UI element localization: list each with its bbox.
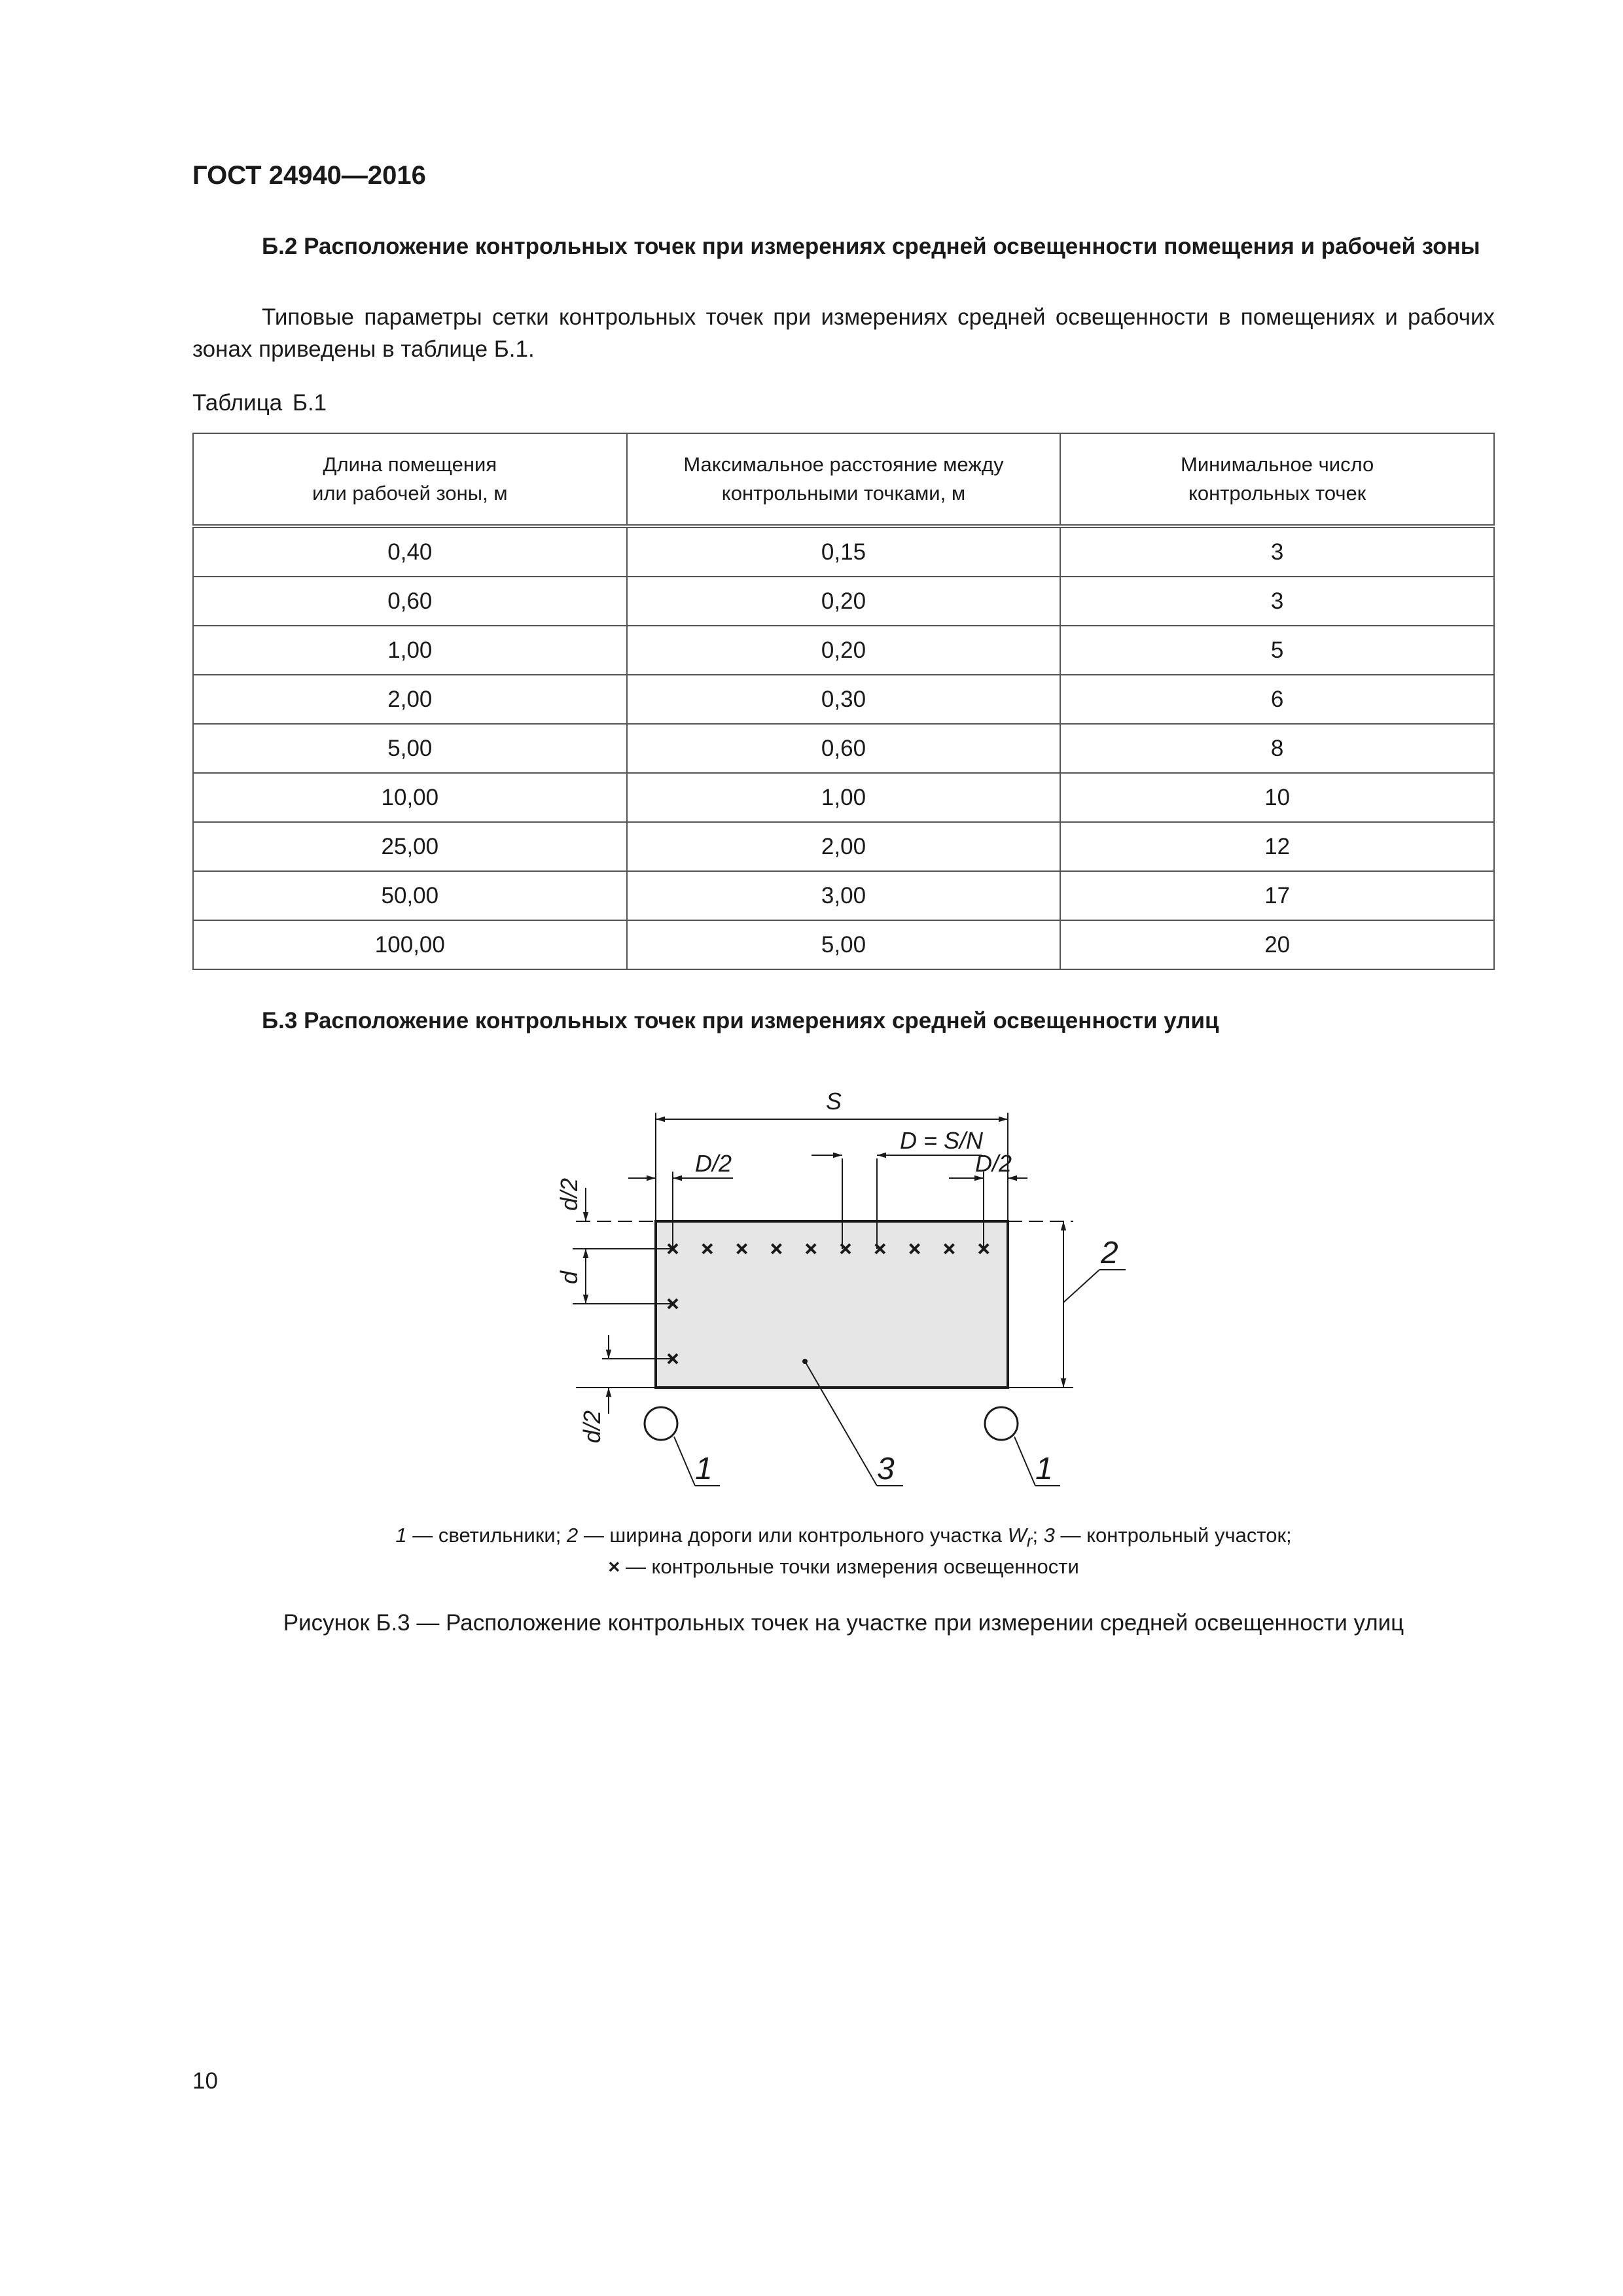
label-d-small-half-top: d/2 <box>556 1177 582 1211</box>
table-header-row <box>193 433 1494 526</box>
table-caption-number: Б.1 <box>292 390 327 416</box>
callout-1-right: 1 <box>1035 1452 1053 1486</box>
callout-1-left: 1 <box>695 1452 713 1486</box>
table-cell: 0,20 <box>627 626 1061 675</box>
label-d-half-left: D/2 <box>695 1150 732 1177</box>
table-cell: 25,00 <box>193 822 627 871</box>
callout-3: 3 <box>877 1452 895 1486</box>
table-row <box>193 526 1494 577</box>
street-measurement-diagram <box>524 1073 1152 1499</box>
table-cell: 8 <box>1060 724 1494 773</box>
table-cell: 0,60 <box>193 577 627 626</box>
header-min-points: Минимальное число контрольных точек <box>1060 433 1494 526</box>
table-caption <box>192 390 327 416</box>
table-cell: 2,00 <box>627 822 1061 871</box>
table-cell: 20 <box>1060 920 1494 969</box>
cross-marker-icon: × <box>608 1555 620 1578</box>
table-cell: 5,00 <box>193 724 627 773</box>
table-cell: 5,00 <box>627 920 1061 969</box>
table-cell: 3,00 <box>627 871 1061 920</box>
table-cell: 0,60 <box>627 724 1061 773</box>
label-d-equals-s-over-n: D = S/N <box>900 1127 984 1154</box>
table-cell: 17 <box>1060 871 1494 920</box>
label-d-half-right: D/2 <box>975 1150 1012 1177</box>
table-row <box>193 920 1494 969</box>
header-max-distance: Максимальное расстояние между контрольными точками, м <box>627 433 1061 526</box>
header-length: Длина помещения или рабочей зоны, м <box>193 433 627 526</box>
section-b2-title: Б.2 Расположение контрольных точек при измерениях средней освещенности помещения и рабочей зоны <box>262 234 1480 259</box>
table-cell: 2,00 <box>193 675 627 724</box>
table-row <box>193 724 1494 773</box>
table-cell: 0,40 <box>193 526 627 577</box>
luminaire-left <box>645 1407 677 1440</box>
table-row <box>193 871 1494 920</box>
table-cell: 0,20 <box>627 577 1061 626</box>
table-row <box>193 822 1494 871</box>
table-caption-word: Таблица <box>192 390 283 416</box>
table-cell: 0,15 <box>627 526 1061 577</box>
label-d-small: d <box>556 1270 582 1284</box>
table-cell: 1,00 <box>627 773 1061 822</box>
table-cell: 10,00 <box>193 773 627 822</box>
table-row <box>193 577 1494 626</box>
label-d-small-half-bottom: d/2 <box>579 1410 605 1443</box>
table-cell: 100,00 <box>193 920 627 969</box>
table-cell: 12 <box>1060 822 1494 871</box>
callout-2: 2 <box>1101 1236 1118 1270</box>
table-row <box>193 626 1494 675</box>
page-number: 10 <box>192 2068 218 2094</box>
table-cell: 10 <box>1060 773 1494 822</box>
data-table <box>192 433 1495 970</box>
figure-legend-line-1: 1 — светильники; 2 — ширина дороги или контрольного участка $W_r$; 3 — контрольный участок; <box>395 1524 1292 1551</box>
table-cell: 3 <box>1060 577 1494 626</box>
table-cell: 0,30 <box>627 675 1061 724</box>
table-row <box>193 675 1494 724</box>
figure-legend-line-2: × — контрольные точки измерения освещенности <box>608 1555 1079 1578</box>
table-cell: 1,00 <box>193 626 627 675</box>
table-cell: 50,00 <box>193 871 627 920</box>
table-cell: 6 <box>1060 675 1494 724</box>
section-b2-intro: Типовые параметры сетки контрольных точек при измерениях средней освещенности в помещениях и рабочих зонах приведены в таблице Б.1. <box>192 304 1495 362</box>
document-header: ГОСТ 24940—2016 <box>192 161 426 190</box>
section-b3-title: Б.3 Расположение контрольных точек при измерениях средней освещенности улиц <box>262 1008 1219 1033</box>
table-cell: 5 <box>1060 626 1494 675</box>
table-cell: 3 <box>1060 526 1494 577</box>
table-row <box>193 773 1494 822</box>
figure-caption: Рисунок Б.3 — Расположение контрольных точек на участке при измерении средней освещенности улиц <box>283 1610 1404 1636</box>
label-s: S <box>826 1088 842 1115</box>
luminaire-right <box>985 1407 1018 1440</box>
